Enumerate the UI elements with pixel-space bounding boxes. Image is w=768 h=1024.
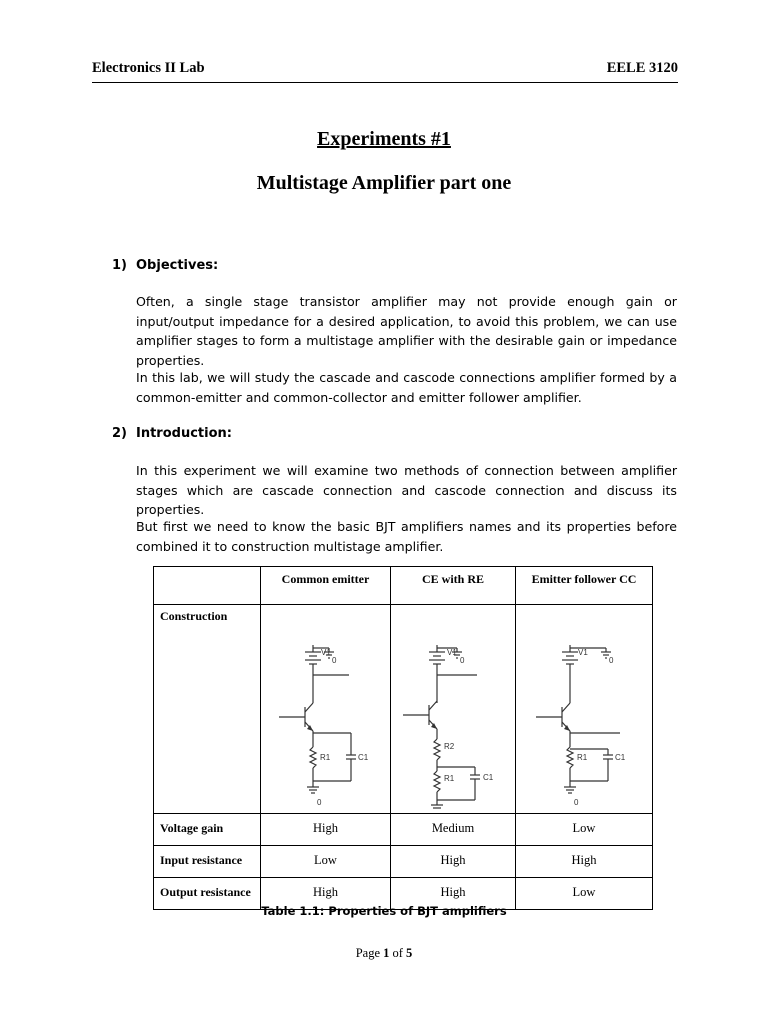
table-row (154, 814, 653, 846)
circuit-label: R1 (577, 753, 588, 762)
circuit-label: C1 (615, 753, 626, 762)
page-footer (0, 946, 768, 961)
row-label: Construction (154, 605, 261, 814)
header-course-name: Electronics II Lab (92, 60, 205, 76)
table-header-cell (154, 567, 261, 605)
section-title: Objectives: (136, 258, 219, 273)
ce-with-re-schematic (391, 605, 515, 809)
table-header-row (154, 567, 653, 605)
table-row (154, 846, 653, 878)
circuit-label: 0 (609, 656, 614, 665)
table-cell: High (261, 814, 391, 846)
table-cell: Low (516, 878, 653, 910)
paragraph: In this lab, we will study the cascade and cascode connections amplifier formed by a common-emitter and common-collector and emitter follower amplifier. (136, 370, 677, 405)
document-subtitle: Multistage Amplifier part one (256, 172, 512, 194)
row-label: Input resistance (154, 846, 261, 878)
circuit-label: 0 (460, 656, 465, 665)
circuit-label: 0 (317, 798, 322, 807)
header-rule (92, 82, 678, 83)
footer-prefix: Page (355, 946, 384, 960)
table-cell: High (391, 846, 516, 878)
circuit-common-emitter (261, 605, 391, 814)
common-emitter-schematic (261, 605, 390, 809)
row-label: Voltage gain (154, 814, 261, 846)
section-title: Introduction: (136, 426, 232, 441)
section-heading-introduction (112, 426, 232, 441)
circuit-label: V1 (578, 648, 588, 657)
table-header-cell: Common emitter (261, 567, 391, 605)
footer-total-pages: 5 (406, 946, 413, 960)
table-cell: High (516, 846, 653, 878)
row-label: Output resistance (154, 878, 261, 910)
section-heading-objectives (112, 258, 218, 273)
circuit-label: R1 (320, 753, 331, 762)
table-cell: High (261, 878, 391, 910)
paragraph: Often, a single stage transistor amplifier may not provide enough gain or input/output impedance for a desired application, to avoid this problem, we can use amplifier stages to form a multistage amplifier with the desirable gain or impedance properties. (136, 294, 677, 368)
header-course-code: EELE 3120 (606, 60, 678, 76)
bjt-properties-table (153, 566, 653, 910)
circuit-label: 0 (574, 798, 579, 807)
circuit-label: 0 (332, 656, 337, 665)
table-cell: Low (261, 846, 391, 878)
footer-middle: of (389, 946, 407, 960)
footer-current-page: 1 (383, 946, 390, 960)
table-cell: High (391, 878, 516, 910)
paragraph: But first we need to know the basic BJT amplifiers names and its properties before combined it to construction multistage amplifier. (136, 519, 677, 554)
document-title: Experiments #1 (317, 128, 451, 150)
section-number: 2) (112, 426, 127, 441)
circuit-label: C1 (483, 773, 494, 782)
table-cell: Medium (391, 814, 516, 846)
circuit-label: C1 (358, 753, 369, 762)
emitter-follower-schematic (516, 605, 652, 809)
circuit-label: V1 (321, 648, 331, 657)
circuit-label: R2 (444, 742, 455, 751)
page-header (92, 60, 678, 77)
circuit-ce-with-re (391, 605, 516, 814)
table-header-cell: CE with RE (391, 567, 516, 605)
section-number: 1) (112, 258, 127, 273)
table-cell: Low (516, 814, 653, 846)
circuit-label: V1 (447, 648, 457, 657)
table-header-cell: Emitter follower CC (516, 567, 653, 605)
table-row-construction (154, 605, 653, 814)
circuit-label: R1 (444, 774, 455, 783)
paragraph: In this experiment we will examine two methods of connection between amplifier stages which are cascade connection and cascode connection and discuss its properties. (136, 463, 677, 517)
table-caption: Table 1.1: Properties of BJT amplifiers (261, 904, 507, 918)
circuit-emitter-follower (516, 605, 653, 814)
